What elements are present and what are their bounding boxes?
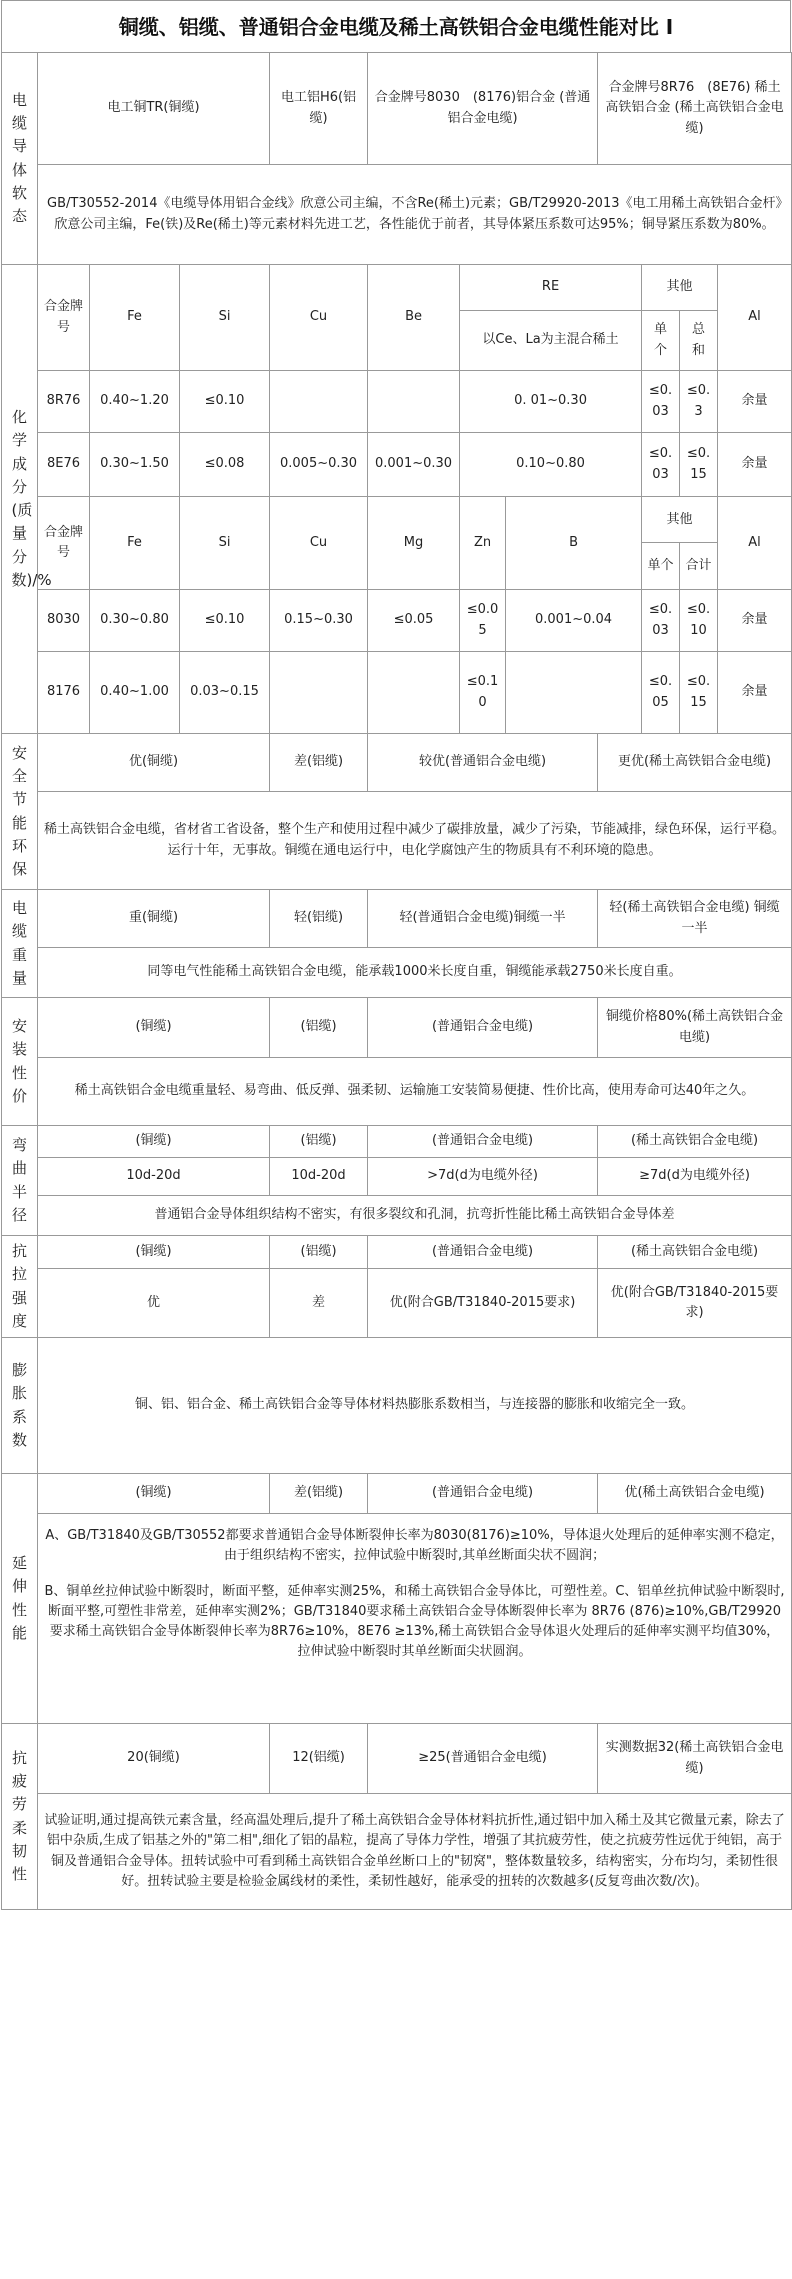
chem-t2-r1-al: 余量 <box>718 652 792 734</box>
expansion-note: 铜、铝、铝合金、稀土高铁铝合金等导体材料热膨胀系数相当，与连接器的膨胀和收缩完全一致。 <box>38 1338 792 1474</box>
elongation-alloy: (普通铝合金电缆) <box>368 1474 598 1514</box>
bend-rare-earth: (稀土高铁铝合金电缆) <box>598 1126 792 1158</box>
chem-t2-cu-header: Cu <box>270 497 368 590</box>
chem-t2-si-header: Si <box>180 497 270 590</box>
weight-aluminum: 轻(铝缆) <box>270 890 368 948</box>
chem-t1-r1-cu: 0.005~0.30 <box>270 433 368 497</box>
bend-alloy-value: >7d(d为电缆外径) <box>368 1158 598 1196</box>
elongation-note-a: A、GB/T31840及GB/T30552都要求普通铝合金导体断裂伸长率为8030(8176)≥10%，导体退火处理后的延伸率实测不稳定，由于组织结构不密实，拉伸试验中断裂时,其单丝断面尖状不圆润； <box>38 1514 792 1578</box>
elongation-note-b: B、铜单丝拉伸试验中断裂时，断面平整，延伸率实测25%，和稀土高铁铝合金导体比，可塑性差。C、铝单丝抗伸试验中断裂时,断面平整,可塑性非常差，延伸率实测2%；GB/T31840要求稀土高铁铝合金导体断裂伸长率为 8R76 (876)≥10%,GB/T29920要求稀土高铁铝合金导体断裂伸长率为8R76≥10%，8E76 ≥13%,稀土高铁铝合金导体退火处理后的延伸率实测平均值30%，拉伸试验中断裂时其单丝断面尖状圆润。 <box>38 1578 792 1724</box>
chem-t1-r0-al: 余量 <box>718 371 792 433</box>
chem-t2-r0-single: ≤0.03 <box>642 590 680 652</box>
conductor-note-row <box>2 165 792 265</box>
chem-t2-r1-grade: 8176 <box>38 652 90 734</box>
tensile-aluminum-value: 差 <box>270 1269 368 1338</box>
chem-t2-zn-header: Zn <box>460 497 506 590</box>
tensile-rare-earth-value: 优(附合GB/T31840-2015要求) <box>598 1269 792 1338</box>
bend-aluminum: (铝缆) <box>270 1126 368 1158</box>
elongation-header-row <box>2 1474 792 1514</box>
chem-t1-r1-grade: 8E76 <box>38 433 90 497</box>
chem-t2-r0-b: 0.001~0.04 <box>506 590 642 652</box>
conductor-col-rare-earth: 合金牌号8R76 (8E76) 稀土高铁铝合金 (稀土高铁铝合金电缆) <box>598 53 792 165</box>
weight-header-row <box>2 890 792 948</box>
chem-t1-r1-al: 余量 <box>718 433 792 497</box>
chem-t1-r0-grade: 8R76 <box>38 371 90 433</box>
elongation-aluminum: 差(铝缆) <box>270 1474 368 1514</box>
chem-t2-r0-zn: ≤0.05 <box>460 590 506 652</box>
chem-t1-r1-single: ≤0.03 <box>642 433 680 497</box>
fatigue-alloy: ≥25(普通铝合金电缆) <box>368 1724 598 1794</box>
table-row <box>2 652 792 734</box>
chem-t2-r1-b <box>506 652 642 734</box>
section-label-tensile: 抗拉强度 <box>2 1236 38 1338</box>
table-row <box>2 433 792 497</box>
safety-note: 稀土高铁铝合金电缆，省材省工省设备，整个生产和使用过程中减少了碳排放量，减少了污染，节能减排，绿色环保，运行平稳。 运行十年，无事故。铜缆在通电运行中，电化学腐蚀产生的物质具有不利环境的隐患。 <box>38 792 792 890</box>
conductor-note: GB/T30552-2014《电缆导体用铝合金线》欣意公司主编，不含Re(稀土)元素；GB/T29920-2013《电工用稀土高铁铝合金杆》欣意公司主编，Fe(铁)及Re(稀土)等元素材料先进工艺，各性能优于前者，其导体紧压系数可达95%；铜导紧压系数为80%。 <box>38 165 792 265</box>
tensile-copper: (铜缆) <box>38 1236 270 1269</box>
install-alloy: (普通铝合金电缆) <box>368 998 598 1058</box>
elongation-rare-earth: 优(稀土高铁铝合金电缆) <box>598 1474 792 1514</box>
table-row <box>2 371 792 433</box>
install-rare-earth: 铜缆价格80%(稀土高铁铝合金电缆) <box>598 998 792 1058</box>
chem-t2-fe-header: Fe <box>90 497 180 590</box>
bend-aluminum-value: 10d-20d <box>270 1158 368 1196</box>
section-label-safety: 安全节能环保 <box>2 734 38 890</box>
conductor-header-row <box>2 53 792 165</box>
safety-copper: 优(铜缆) <box>38 734 270 792</box>
section-label-elongation: 延伸性能 <box>2 1474 38 1724</box>
chem-t2-r0-al: 余量 <box>718 590 792 652</box>
chem-t2-r0-cu: 0.15~0.30 <box>270 590 368 652</box>
chem-t2-r1-si: 0.03~0.15 <box>180 652 270 734</box>
chem-t1-r0-be <box>368 371 460 433</box>
chem-t1-si-header: Si <box>180 265 270 371</box>
section-label-fatigue: 抗疲劳柔韧性 <box>2 1724 38 1910</box>
fatigue-rare-earth: 实测数据32(稀土高铁铝合金电缆) <box>598 1724 792 1794</box>
install-header-row <box>2 998 792 1058</box>
chem-t2-r1-fe: 0.40~1.00 <box>90 652 180 734</box>
fatigue-aluminum: 12(铝缆) <box>270 1724 368 1794</box>
chem-t2-other-header: 其他 <box>642 497 717 543</box>
comparison-table <box>1 52 792 1910</box>
chem-t1-r1-re: 0.10~0.80 <box>460 433 642 497</box>
chem-t2-mg-header: Mg <box>368 497 460 590</box>
bend-copper-value: 10d-20d <box>38 1158 270 1196</box>
safety-alloy: 较优(普通铝合金电缆) <box>368 734 598 792</box>
weight-note-row <box>2 948 792 998</box>
bend-rare-earth-value: ≥7d(d为电缆外径) <box>598 1158 792 1196</box>
chem-t2-single-header: 单个 <box>642 543 680 589</box>
weight-alloy: 轻(普通铝合金电缆)铜缆一半 <box>368 890 598 948</box>
safety-note-row <box>2 792 792 890</box>
bend-header-row <box>2 1126 792 1158</box>
chem-t1-r0-cu <box>270 371 368 433</box>
tensile-value-row <box>2 1269 792 1338</box>
tensile-copper-value: 优 <box>38 1269 270 1338</box>
bend-note-row <box>2 1196 792 1236</box>
chem-t1-be-header: Be <box>368 265 460 371</box>
conductor-col-aluminum: 电工铝H6(铝缆) <box>270 53 368 165</box>
tensile-header-row <box>2 1236 792 1269</box>
chem-t2-other-header-cell <box>642 497 718 590</box>
bend-note: 普通铝合金导体组织结构不密实，有很多裂纹和孔洞，抗弯折性能比稀土高铁铝合金导体差 <box>38 1196 792 1236</box>
chem-t1-al-header: Al <box>718 265 792 371</box>
chem-t1-r1-fe: 0.30~1.50 <box>90 433 180 497</box>
chem-t2-r1-zn: ≤0.10 <box>460 652 506 734</box>
install-note: 稀土高铁铝合金电缆重量轻、易弯曲、低反弹、强柔韧、运输施工安装简易便捷、性价比高，使用寿命可达40年之久。 <box>38 1058 792 1126</box>
chem-t2-r1-single: ≤0.05 <box>642 652 680 734</box>
chem-t1-other-header: 其他 <box>642 265 718 311</box>
chem-t1-r1-si: ≤0.08 <box>180 433 270 497</box>
fatigue-note-row <box>2 1794 792 1910</box>
bend-copper: (铜缆) <box>38 1126 270 1158</box>
chem-t1-r1-total: ≤0.15 <box>680 433 718 497</box>
chem-t1-r1-be: 0.001~0.30 <box>368 433 460 497</box>
tensile-aluminum: (铝缆) <box>270 1236 368 1269</box>
chem-t1-fe-header: Fe <box>90 265 180 371</box>
document <box>1 0 791 1910</box>
chem-t1-r0-si: ≤0.10 <box>180 371 270 433</box>
chem-t2-r0-fe: 0.30~0.80 <box>90 590 180 652</box>
tensile-alloy: (普通铝合金电缆) <box>368 1236 598 1269</box>
fatigue-note: 试验证明,通过提高铁元素含量，经高温处理后,提升了稀土高铁铝合金导体材料抗折性,通过铝中加入稀土及其它微量元素，除去了铝中杂质,生成了铝基之外的"第二相",细化了铝的晶粒，提高了导体力学性，增强了其抗疲劳性，使之抗疲劳性远优于纯铝，高于铜及普通铝合金导体。扭转试验中可看到稀土高铁铝合金单丝断口上的"韧窝"，整体数量较多，结构密实，分布均匀，柔韧性很好。扭转试验主要是检验金属线材的柔性，柔韧性越好，能承受的扭转的次数越多(反复弯曲次数/次)。 <box>38 1794 792 1910</box>
chem-t1-cu-header: Cu <box>270 265 368 371</box>
chem-t2-total-header: 合计 <box>685 558 712 573</box>
chem-t2-other-sub <box>642 543 717 589</box>
install-copper: (铜缆) <box>38 998 270 1058</box>
chem-t2-r1-mg <box>368 652 460 734</box>
chem-t1-r0-single: ≤0.03 <box>642 371 680 433</box>
chem-t2-r0-total: ≤0.10 <box>680 590 718 652</box>
chem-t2-r0-si: ≤0.10 <box>180 590 270 652</box>
section-label-chemical: 化学成分(质量分数)/% <box>2 265 38 734</box>
install-aluminum: (铝缆) <box>270 998 368 1058</box>
bend-value-row <box>2 1158 792 1196</box>
weight-note: 同等电气性能稀土高铁铝合金电缆，能承载1000米长度自重，铜缆能承载2750米长度自重。 <box>38 948 792 998</box>
chem-t1-r0-re: 0. 01~0.30 <box>460 371 642 433</box>
tensile-rare-earth: (稀土高铁铝合金电缆) <box>598 1236 792 1269</box>
install-note-row <box>2 1058 792 1126</box>
section-label-bend: 弯曲半径 <box>2 1126 38 1236</box>
weight-rare-earth: 轻(稀土高铁铝合金电缆) 铜缆一半 <box>598 890 792 948</box>
chem-t2-r0-mg: ≤0.05 <box>368 590 460 652</box>
conductor-col-alloy: 合金牌号8030 (8176)铝合金 (普通铝合金电缆) <box>368 53 598 165</box>
safety-rare-earth: 更优(稀土高铁铝合金电缆) <box>598 734 792 792</box>
chem-t1-alloy-header: 合金牌号 <box>38 265 90 371</box>
section-label-conductor: 电缆导体软态 <box>2 53 38 265</box>
fatigue-copper: 20(铜缆) <box>38 1724 270 1794</box>
tensile-alloy-value: 优(附合GB/T31840-2015要求) <box>368 1269 598 1338</box>
bend-alloy: (普通铝合金电缆) <box>368 1126 598 1158</box>
chem-t2-al-header: Al <box>718 497 792 590</box>
elongation-note-b-row <box>2 1578 792 1724</box>
document-title: 铜缆、铝缆、普通铝合金电缆及稀土高铁铝合金电缆性能对比 Ⅰ <box>1 0 791 52</box>
chem-t1-re-header: RE <box>460 265 642 311</box>
weight-copper: 重(铜缆) <box>38 890 270 948</box>
chem-t1-r0-total: ≤0.3 <box>680 371 718 433</box>
section-label-weight: 电缆重量 <box>2 890 38 998</box>
chem-t2-b-header: B <box>506 497 642 590</box>
safety-header-row <box>2 734 792 792</box>
chem-t1-re-sub: 以Ce、La为主混合稀土 <box>460 311 642 371</box>
chem-t2-alloy-header: 合金牌号 <box>38 497 90 590</box>
section-label-expansion: 膨胀系数 <box>2 1338 38 1474</box>
section-label-install: 安装性价 <box>2 998 38 1126</box>
chem-t2-header-row <box>2 497 792 590</box>
chem-t2-r1-total: ≤0.15 <box>680 652 718 734</box>
chem-t2-r0-grade: 8030 <box>38 590 90 652</box>
fatigue-header-row <box>2 1724 792 1794</box>
chem-t1-r0-fe: 0.40~1.20 <box>90 371 180 433</box>
elongation-copper: (铜缆) <box>38 1474 270 1514</box>
chem-t2-r1-cu <box>270 652 368 734</box>
safety-aluminum: 差(铝缆) <box>270 734 368 792</box>
chem-t1-single-header: 单个 <box>642 311 680 371</box>
expansion-row <box>2 1338 792 1474</box>
conductor-col-copper: 电工铜TR(铜缆) <box>38 53 270 165</box>
elongation-note-a-row <box>2 1514 792 1578</box>
table-row <box>2 590 792 652</box>
chem-t1-total-header: 总和 <box>680 311 718 371</box>
chem-t1-header-row-1 <box>2 265 792 311</box>
